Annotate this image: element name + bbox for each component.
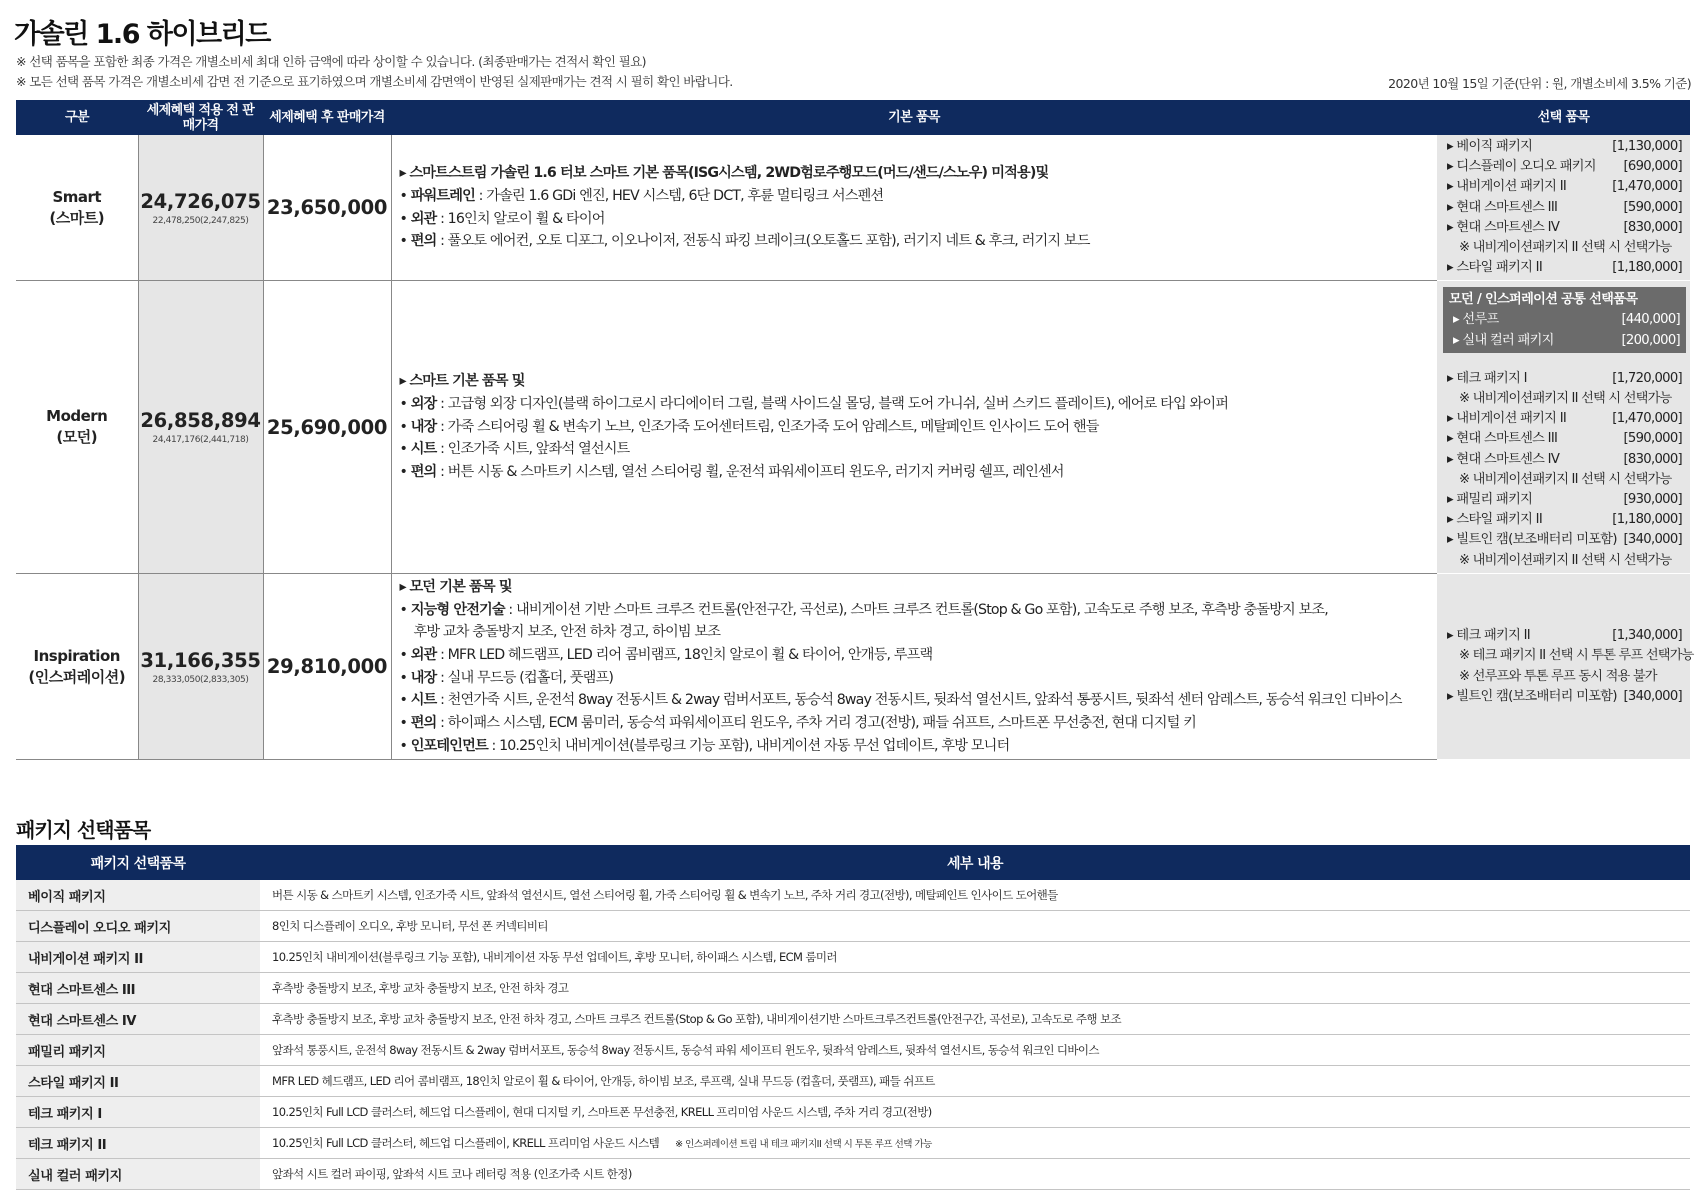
basic-item: [400, 689, 1432, 712]
option-name: [1453, 331, 1554, 351]
header-package-detail: 세부 내용: [260, 845, 1690, 880]
option-item: [1447, 490, 1682, 510]
option-name-text: 테크 패키지 I: [1456, 370, 1527, 386]
bullet: •: [399, 601, 411, 618]
package-detail: 후측방 충돌방지 보조, 후방 교차 충돌방지 보조, 안전 하차 경고, 스마트 크루즈 컨트롤(Stop & Go 포함), 내비게이션기반 스마트크루즈컨트롤(안전구간, 곡선로), 고속도로 주행 보조: [272, 1012, 1122, 1026]
notice-line: ※ 선택 품목을 포함한 최종 가격은 개별소비세 최대 인하 금액에 따라 상이할 수 있습니다. (최종판매가는 견적서 확인 필요): [16, 54, 646, 69]
option-name: [1447, 198, 1557, 218]
package-detail: 앞좌석 통풍시트, 운전석 8way 전동시트 & 2way 럼버서포트, 동승석 8way 전동시트, 동승석 파워 세이프티 윈도우, 뒷좌석 암레스트, 뒷좌석 열선시트, 동승석 워크인 디바이스: [272, 1043, 1099, 1057]
package-detail-cell: [260, 1128, 1690, 1159]
trim-row: [16, 135, 1690, 281]
basic-item-text: : 천연가죽 시트, 운전석 8way 전동시트 & 2way 럼버서포트, 동승석 8way 전동시트, 뒷좌석 열선시트, 앞좌석 통풍시트, 뒷좌석 센터 암레스트, 동승석 워크인 디바이스: [436, 692, 1402, 709]
option-price: [1,180,000]: [1612, 512, 1682, 528]
option-name: [1447, 510, 1542, 530]
bullet: •: [399, 210, 411, 227]
option-item: [1447, 218, 1682, 238]
basic-item-text: : 하이패스 시스템, ECM 룸미러, 동승석 파워세이프티 윈도우, 주차 거리 경고(전방), 패들 쉬프트, 스마트폰 무선충전, 현대 디지털 키: [436, 715, 1197, 732]
package-detail: 10.25인치 Full LCD 클러스터, 헤드업 디스플레이, KRELL 프리미엄 사운드 시스템: [272, 1136, 660, 1150]
option-item: [1447, 258, 1682, 278]
package-table: [16, 845, 1690, 1190]
option-price: [590,000]: [1623, 431, 1682, 447]
basic-item-text: : MFR LED 헤드램프, LED 리어 콤비램프, 18인치 알로이 휠 & 타이어, 안개등, 루프랙: [436, 646, 933, 663]
option-name: [1447, 687, 1617, 707]
basic-items-cell: [391, 135, 1437, 281]
basic-item-label: 외관: [410, 210, 437, 227]
basic-item-label: 편의: [410, 233, 437, 250]
package-detail-cell: [260, 1159, 1690, 1190]
option-name: [1447, 137, 1532, 157]
basic-item: [400, 230, 1432, 253]
option-name: [1447, 409, 1566, 429]
option-item: [1447, 198, 1682, 218]
option-name-text: 빌트인 캠(보조배터리 미포함): [1456, 688, 1617, 704]
basic-item: [400, 162, 1432, 185]
option-note: ※ 내비게이션패키지 II 선택 시 선택가능: [1459, 240, 1672, 256]
package-detail-cell: [260, 1035, 1690, 1066]
basic-item-text: : 고급형 외장 디자인(블랙 하이그로시 라디에이터 그릴, 블랙 사이드실 몰딩, 블랙 도어 가니쉬, 실버 스키드 플레이트), 에어로 타입 와이퍼: [436, 396, 1229, 413]
option-name-text: 현대 스마트센스 III: [1456, 199, 1558, 215]
bullet: •: [399, 646, 411, 663]
common-option-item: [1449, 331, 1680, 351]
option-name-text: 선루프: [1462, 312, 1499, 328]
package-row: [16, 880, 1690, 911]
package-row: [16, 911, 1690, 942]
basic-item: [400, 416, 1432, 439]
option-name-text: 베이직 패키지: [1456, 139, 1533, 154]
price-breakdown: 24,417,176(2,441,718): [152, 435, 249, 446]
package-note: ※ 인스퍼레이션 트림 내 테크 패키지II 선택 시 투톤 루프 선택 가능: [675, 1139, 932, 1150]
package-detail-cell: [260, 942, 1690, 973]
package-name: 내비게이션 패키지 II: [16, 942, 260, 973]
triangle-icon: ▸: [1447, 370, 1457, 386]
option-item: [1447, 177, 1682, 197]
option-name-text: 현대 스마트센스 IV: [1456, 451, 1560, 467]
header-pre-price: 세제혜택 적용 전 판매가격: [138, 100, 263, 135]
basic-item: [400, 370, 1432, 393]
package-table-header: [16, 845, 1690, 880]
package-row: [16, 1004, 1690, 1035]
package-row: [16, 1159, 1690, 1190]
option-name-text: 현대 스마트센스 III: [1456, 431, 1558, 447]
pre-tax-price: 26,858,894: [140, 409, 261, 433]
basic-item-text: 스마트 기본 품목 및: [409, 373, 525, 390]
basic-item-text: : 인조가죽 시트, 앞좌석 열선시트: [436, 441, 630, 458]
package-detail: 8인치 디스플레이 오디오, 후방 모니터, 무선 폰 커넥티비티: [272, 919, 548, 933]
option-item: [1447, 530, 1682, 550]
package-row: [16, 1097, 1690, 1128]
option-name: [1447, 177, 1566, 197]
trim-name-ko: (인스퍼레이션): [28, 667, 126, 686]
option-item: [1447, 626, 1682, 646]
notice-line: ※ 모든 선택 품목 가격은 개별소비세 감면 전 기준으로 표기하였으며 개별소비세 감면액이 반영된 실제판매가는 견적 시 필히 확인 바랍니다.: [16, 74, 733, 89]
triangle-icon: ▸: [1447, 451, 1457, 467]
option-price: [1,180,000]: [1612, 260, 1682, 276]
basic-item: [400, 208, 1432, 231]
trim-name: Modern: [46, 407, 108, 426]
package-detail-cell: [260, 1004, 1690, 1035]
basic-item-label: 내장: [410, 669, 437, 686]
basic-item-text: 후방 교차 충돌방지 보조, 안전 하차 경고, 하이빔 보조: [413, 624, 721, 641]
pre-tax-price-cell: [138, 135, 263, 281]
header-option-items: 선택 품목: [1437, 100, 1690, 135]
bullet: ▸: [399, 165, 410, 182]
bullet: •: [399, 188, 411, 204]
basic-item: [400, 576, 1432, 599]
basic-item: [400, 712, 1432, 735]
header-post-price: 세제혜택 후 판매가격: [263, 100, 391, 135]
basic-item-text: : 내비게이션 기반 스마트 크루즈 컨트롤(안전구간, 곡선로), 스마트 크루즈 컨트롤(Stop & Go 포함), 고속도로 주행 보조, 후측방 충돌방지 보조,: [504, 601, 1328, 618]
post-tax-price: 29,810,000: [263, 573, 391, 760]
header-category: 구분: [16, 100, 138, 135]
basic-item-label: 내장: [410, 418, 437, 435]
package-name: 스타일 패키지 II: [16, 1066, 260, 1097]
basic-item-label: 외관: [410, 646, 437, 663]
basic-item-text: : 가죽 스티어링 휠 & 변속기 노브, 인조가죽 도어센터트림, 인조가죽 도어 암레스트, 메탈페인트 인사이드 도어 핸들: [436, 418, 1099, 435]
basic-item-text: : 버튼 시동 & 스마트키 시스템, 열선 스티어링 휠, 운전석 파워세이프티 윈도우, 러기지 커버링 쉘프, 레인센서: [436, 464, 1064, 481]
option-item: [1447, 429, 1682, 449]
header-basic-items: 기본 품목: [391, 100, 1437, 135]
triangle-icon: ▸: [1447, 411, 1457, 427]
pre-tax-price-cell: [138, 281, 263, 573]
basic-item-label: 파워트레인: [410, 188, 475, 204]
basic-item: [400, 185, 1432, 208]
trim-name: Smart: [52, 187, 102, 206]
option-item: [1447, 137, 1682, 157]
package-detail: MFR LED 헤드램프, LED 리어 콤비램프, 18인치 알로이 휠 & 타이어, 안개등, 하이빔 보조, 루프랙, 실내 무드등 (컵홀더, 풋램프), 패들 쉬프트: [272, 1074, 935, 1088]
basic-item-text: 모던 기본 품목 및: [409, 578, 512, 595]
package-detail: 앞좌석 시트 컬러 파이핑, 앞좌석 시트 코나 레터링 적용 (인조가죽 시트 한정): [272, 1167, 632, 1181]
option-item: [1447, 687, 1682, 707]
basic-item: [400, 621, 1432, 644]
option-name: [1447, 429, 1557, 449]
option-note: ※ 내비게이션패키지 II 선택 시 선택가능: [1459, 552, 1672, 568]
trim-name-ko: (모던): [56, 428, 98, 447]
package-detail: 10.25인치 Full LCD 클러스터, 헤드업 디스플레이, 현대 디지털 키, 스마트폰 무선충전, KRELL 프리미엄 사운드 시스템, 주차 거리 경고(전방): [272, 1105, 932, 1119]
common-options-title: 모던 / 인스퍼레이션 공통 선택품목: [1449, 292, 1638, 308]
package-row: [16, 973, 1690, 1004]
option-name: [1447, 626, 1530, 646]
package-detail: 후측방 충돌방지 보조, 후방 교차 충돌방지 보조, 안전 하차 경고: [272, 981, 569, 995]
package-detail: 10.25인치 내비게이션(블루링크 기능 포함), 내비게이션 자동 무선 업데이트, 후방 모니터, 하이패스 시스템, ECM 룸미러: [272, 950, 837, 964]
option-name-text: 패밀리 패키지: [1456, 492, 1533, 508]
common-options-box: [1443, 287, 1686, 352]
price-basis-note: 2020년 10월 15일 기준(단위 : 원, 개별소비세 3.5% 기준): [1388, 76, 1691, 91]
option-name-text: 스타일 패키지 II: [1456, 512, 1543, 528]
triangle-icon: ▸: [1447, 628, 1457, 644]
basic-item: [400, 461, 1432, 484]
triangle-icon: ▸: [1453, 312, 1463, 328]
option-items-cell: [1437, 281, 1690, 573]
option-name-text: 테크 패키지 II: [1456, 628, 1530, 644]
option-name-text: 빌트인 캠(보조배터리 미포함): [1456, 532, 1617, 548]
option-name-text: 현대 스마트센스 IV: [1456, 219, 1560, 235]
basic-item: [400, 735, 1432, 758]
basic-item-label: 시트: [410, 692, 437, 709]
trim-name-cell: [16, 573, 138, 760]
option-price: [590,000]: [1623, 199, 1682, 215]
option-name-text: 내비게이션 패키지 II: [1456, 411, 1567, 427]
triangle-icon: ▸: [1447, 431, 1457, 447]
package-name: 베이직 패키지: [16, 880, 260, 911]
option-name: [1447, 450, 1559, 470]
bullet: •: [399, 418, 411, 435]
package-name: 현대 스마트센스 IV: [16, 1004, 260, 1035]
option-price: [690,000]: [1623, 159, 1682, 175]
option-name: [1447, 258, 1542, 278]
bullet: ▸: [399, 373, 410, 390]
triangle-icon: ▸: [1447, 179, 1457, 195]
triangle-icon: ▸: [1447, 159, 1457, 175]
package-row: [16, 1128, 1690, 1159]
package-detail-cell: [260, 911, 1690, 942]
package-row: [16, 1035, 1690, 1066]
package-name: 테크 패키지 I: [16, 1097, 260, 1128]
option-item: [1447, 369, 1682, 389]
bullet: •: [399, 715, 411, 732]
triangle-icon: ▸: [1447, 139, 1457, 154]
price-table-header: [16, 100, 1690, 135]
bullet: •: [399, 692, 411, 709]
basic-item-label: 편의: [410, 464, 437, 481]
package-name: 디스플레이 오디오 패키지: [16, 911, 260, 942]
triangle-icon: ▸: [1447, 512, 1457, 528]
option-item: [1447, 510, 1682, 530]
bullet: •: [399, 441, 411, 458]
basic-items-cell: [391, 573, 1437, 760]
package-row: [16, 942, 1690, 973]
triangle-icon: ▸: [1447, 199, 1457, 215]
option-price: [1,340,000]: [1612, 628, 1682, 644]
package-detail: 버튼 시동 & 스마트키 시스템, 인조가죽 시트, 앞좌석 열선시트, 열선 스티어링 휠, 가죽 스티어링 휠 & 변속기 노브, 주차 거리 경고(전방), 메탈페인트 인사이드 도어핸들: [272, 888, 1058, 902]
pre-tax-price-cell: [138, 573, 263, 760]
triangle-icon: ▸: [1447, 688, 1457, 704]
option-name-text: 디스플레이 오디오 패키지: [1456, 159, 1596, 175]
bullet: •: [399, 464, 411, 481]
price-table: [16, 100, 1694, 760]
option-name: [1453, 310, 1499, 330]
option-price: [1,720,000]: [1612, 370, 1682, 386]
package-detail-cell: [260, 880, 1690, 911]
basic-item-text: : 16인치 알로이 휠 & 타이어: [436, 210, 605, 227]
option-note: ※ 테크 패키지 II 선택 시 투톤 루프 선택가능: [1459, 648, 1694, 664]
price-breakdown: 22,478,250(2,247,825): [152, 215, 249, 226]
option-item: [1447, 157, 1682, 177]
option-items-cell: [1437, 135, 1690, 281]
package-detail-cell: [260, 973, 1690, 1004]
option-price: [340,000]: [1623, 688, 1682, 704]
page-title: 가솔린 1.6 하이브리드: [14, 19, 270, 50]
option-price: [1,470,000]: [1612, 179, 1682, 195]
option-price: [830,000]: [1623, 451, 1682, 467]
trim-row: [16, 281, 1690, 573]
option-price: [830,000]: [1623, 219, 1682, 235]
basic-item-text: : 10.25인치 내비게이션(블루링크 기능 포함), 내비게이션 자동 무선 업데이트, 후방 모니터: [487, 737, 1010, 754]
option-items-cell: [1437, 573, 1694, 760]
package-row: [16, 1066, 1690, 1097]
trim-name-ko: (스마트): [49, 208, 105, 227]
trim-name-cell: [16, 281, 138, 573]
basic-item-text: : 실내 무드등 (컵홀더, 풋램프): [436, 669, 614, 686]
pre-tax-price: 24,726,075: [140, 189, 261, 213]
basic-item-label: 인포테인먼트: [410, 737, 488, 754]
option-name: [1447, 530, 1617, 550]
option-name: [1447, 369, 1527, 389]
basic-item: [400, 667, 1432, 690]
option-name-text: 내비게이션 패키지 II: [1456, 179, 1567, 195]
option-name-text: 실내 컬러 패키지: [1462, 332, 1554, 348]
package-name: 패밀리 패키지: [16, 1035, 260, 1066]
option-price: [930,000]: [1623, 492, 1682, 508]
common-option-item: [1449, 310, 1680, 330]
option-name: [1447, 157, 1596, 177]
pre-tax-price: 31,166,355: [140, 648, 261, 672]
option-name: [1447, 490, 1532, 510]
triangle-icon: ▸: [1447, 492, 1457, 508]
bullet: •: [399, 396, 411, 413]
basic-item-label: 지능형 안전기술: [410, 601, 505, 618]
option-item: [1447, 409, 1682, 429]
option-price: [340,000]: [1623, 532, 1682, 548]
option-price: [1,130,000]: [1612, 139, 1682, 154]
basic-items-cell: [391, 281, 1437, 573]
bullet: •: [399, 233, 411, 250]
option-price: [200,000]: [1621, 332, 1680, 348]
basic-item-label: 외장: [410, 396, 437, 413]
option-note: ※ 내비게이션패키지 II 선택 시 선택가능: [1459, 471, 1672, 487]
package-name: 실내 컬러 패키지: [16, 1159, 260, 1190]
trim-row: [16, 573, 1690, 760]
basic-item: [400, 393, 1432, 416]
option-price: [1,470,000]: [1612, 411, 1682, 427]
basic-item: [400, 644, 1432, 667]
basic-item-text: : 풀오토 에어컨, 오토 디포그, 이오나이저, 전동식 파킹 브레이크(오토홀드 포함), 러기지 네트 & 후크, 러기지 보드: [436, 233, 1090, 250]
triangle-icon: ▸: [1447, 532, 1457, 548]
price-breakdown: 28,333,050(2,833,305): [152, 674, 249, 685]
package-name: 테크 패키지 II: [16, 1128, 260, 1159]
option-name: [1447, 218, 1559, 238]
option-name-text: 스타일 패키지 II: [1456, 260, 1543, 276]
package-section-title: 패키지 선택품목: [16, 818, 151, 842]
option-note: ※ 내비게이션패키지 II 선택 시 선택가능: [1459, 391, 1672, 407]
post-tax-price: 23,650,000: [263, 135, 391, 281]
option-note: ※ 선루프와 투톤 루프 동시 적용 불가: [1459, 668, 1657, 684]
basic-item-label: 시트: [410, 441, 437, 458]
package-detail-cell: [260, 1097, 1690, 1128]
option-item: [1447, 450, 1682, 470]
triangle-icon: ▸: [1453, 332, 1463, 348]
basic-item: [400, 599, 1432, 622]
bullet: ▸: [399, 578, 410, 595]
package-detail-cell: [260, 1066, 1690, 1097]
bullet: •: [399, 669, 411, 686]
package-name: 현대 스마트센스 III: [16, 973, 260, 1004]
basic-item-text: : 가솔린 1.6 GDi 엔진, HEV 시스템, 6단 DCT, 후륜 멀티링크 서스펜션: [474, 188, 884, 204]
basic-item-label: 편의: [410, 715, 437, 732]
basic-item-text: 스마트스트림 가솔린 1.6 터보 스마트 기본 품목(ISG시스템, 2WD험로주행모드(머드/샌드/스노우) 미적용)및: [409, 165, 1049, 182]
header-package-name: 패키지 선택품목: [16, 845, 260, 880]
triangle-icon: ▸: [1447, 219, 1457, 235]
bullet: •: [399, 737, 411, 754]
post-tax-price: 25,690,000: [263, 281, 391, 573]
trim-name: Inspiration: [33, 646, 120, 665]
basic-item: [400, 438, 1432, 461]
option-price: [440,000]: [1621, 312, 1680, 328]
trim-name-cell: [16, 135, 138, 281]
triangle-icon: ▸: [1447, 260, 1457, 276]
